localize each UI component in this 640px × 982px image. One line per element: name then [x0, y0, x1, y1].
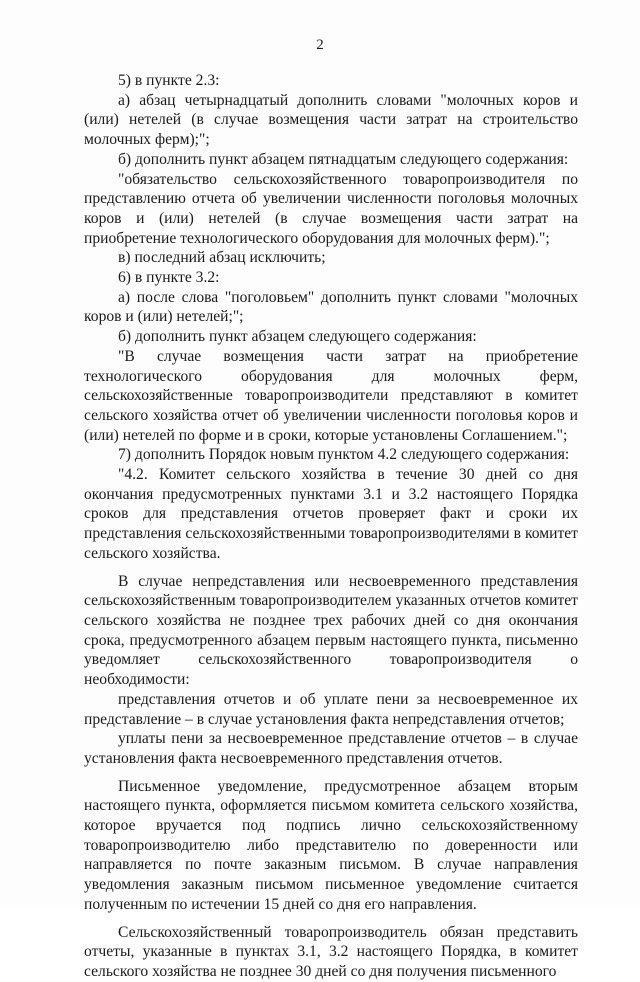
- paragraph: б) дополнить пункт абзацем следующего содержания:: [118, 328, 477, 346]
- paragraph: "обязательство сельскохозяйственного товаропроизводителя по представлению отчета об увеличении численности поголовья молочных коров и (или) нетелей (в случае возмещения части затрат на приобретение технологического оборудования для молочных ферм).";: [84, 170, 578, 247]
- paragraph: а) после слова "поголовьем" дополнить пункт словами "молочных коров и (или) нетелей;";: [84, 288, 578, 326]
- paragraph: уплаты пени за несвоевременное представление отчетов – в случае установления факта несвоевременного представления отчетов.: [84, 730, 578, 767]
- paragraph: б) дополнить пункт абзацем пятнадцатым следующего содержания:: [118, 150, 569, 168]
- paragraph: Письменное уведомление, предусмотренное абзацем вторым настоящего пункта, оформляется письмом комитета сельского хозяйства, которое вручается под подпись лично сельскохозяйственному товаропроизводителю либо представителю по доверенности или направляется по почте заказным письмом. В случае направления уведомления заказным письмом письменное уведомление считается полученным по истечении 15 дней со дня его направления.: [84, 777, 578, 913]
- paragraph: 7) дополнить Порядок новым пунктом 4.2 следующего содержания:: [118, 446, 570, 464]
- paragraph: представления отчетов и об уплате пени за несвоевременное их представление – в случае установления факта непредставления отчетов;: [84, 690, 578, 728]
- paragraph: В случае непредставления или несвоевременного представления сельскохозяйственным товаропроизводителем указанных отчетов комитет сельского хозяйства не позднее трех рабочих дней со дня окончания срока, предусмотренного абзацем первым настоящего пункта, письменно уведомляет сельскохозяйственного товаропроизводителя о необходимости:: [84, 572, 578, 689]
- paragraph: Сельскохозяйственный товаропроизводитель обязан представить отчеты, указанные в пунктах 3.1, 3.2 настоящего Порядка, в комитет сельского хозяйства не позднее 30 дней со дня получения письменного: [84, 923, 578, 980]
- paragraph: в) последний абзац исключить;: [118, 249, 326, 267]
- paragraph: 5) в пункте 2.3:: [118, 72, 220, 89]
- paragraph: "4.2. Комитет сельского хозяйства в течение 30 дней со дня окончания предусмотренных пунктами 3.1 и 3.2 настоящего Порядка сроков для представления отчетов проверяет факт и сроки их представления сельскохозяйственными товаропроизводителями в комитет сельского хозяйства.: [84, 466, 578, 562]
- paragraph: "В случае возмещения части затрат на приобретение технологического оборудования для молочных ферм, сельскохозяйственные товаропроизводители представляют в комитет сельского хозяйства отчет об увеличении численности поголовья коров и (или) нетелей по форме и в сроки, которые установлены Соглашением.";: [84, 347, 578, 444]
- paragraph: 6) в пункте 3.2:: [118, 269, 220, 287]
- page-number: 2: [316, 37, 324, 53]
- paragraph: а) абзац четырнадцатый дополнить словами "молочных коров и (или) нетелей (в случае возмещения части затрат на строительство молочных ферм);";: [84, 91, 578, 149]
- document-body: [84, 71, 578, 982]
